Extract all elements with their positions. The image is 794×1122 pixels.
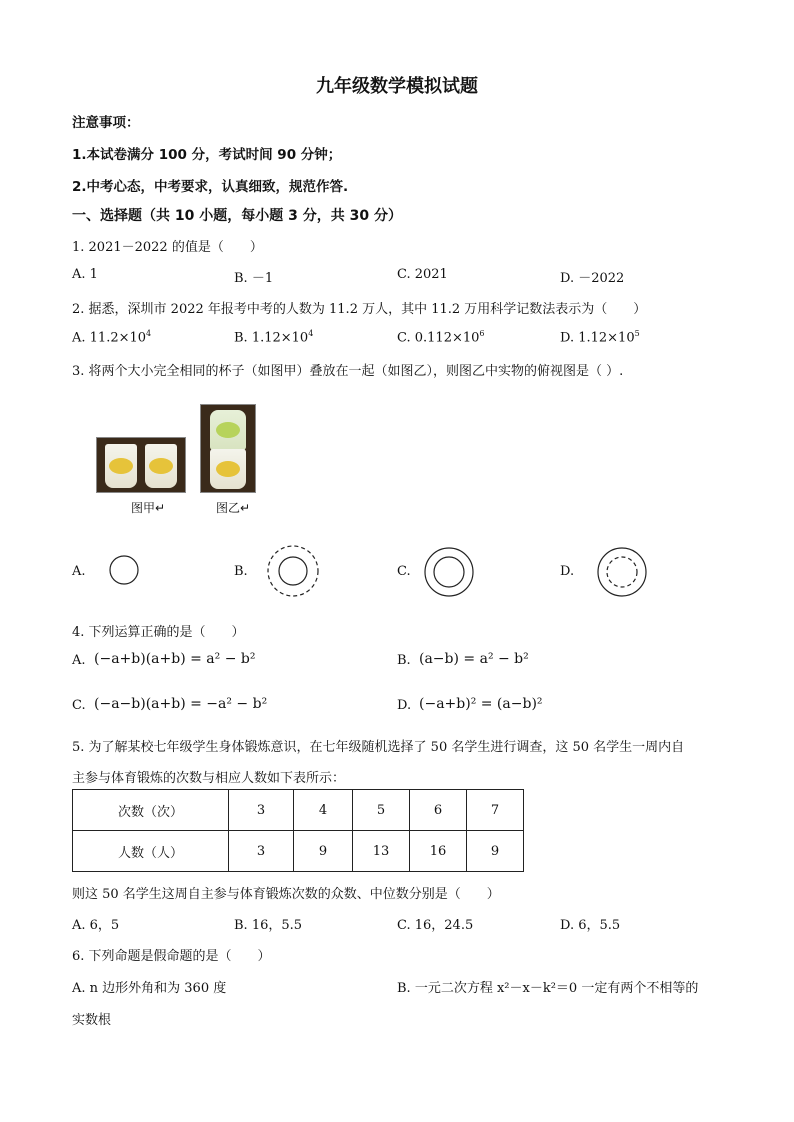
q5-option-a: A. 6，5 [72,918,120,933]
q6-option-b: B. 一元二次方程 x²－x－k²＝0 一定有两个不相等的 [397,981,699,996]
dashed-outer-circle-icon [268,546,318,596]
table-cell: 7 [467,790,524,831]
table-header-cell: 次数（次） [73,790,229,831]
q3-option-b-figure [265,543,321,599]
q1-option-a: A. 1 [72,267,98,282]
table-cell: 4 [294,790,353,831]
q3-option-c-label: C. [397,564,411,579]
q4-option-c-label: C. [72,698,86,713]
q3-option-c-figure [423,546,475,598]
cup-bottom [210,449,246,489]
q5-option-b: B. 16，5.5 [234,918,303,933]
q3-option-a-figure [106,552,142,588]
q6-option-b-continued: 实数根 [72,1013,112,1028]
figure-jia-caption: 图甲↵ [131,501,166,515]
figure-yi-photo [200,404,256,493]
q4-stem: 4. 下列运算正确的是（ ） [72,625,245,640]
dashed-inner-circle-icon [607,557,637,587]
cup-label-icon [109,458,133,474]
q3-option-d-figure [596,546,648,598]
q4-option-a-label: A. [72,653,86,668]
q4-option-d-label: D. [397,698,412,713]
solid-inner-circle-icon [434,557,464,587]
table-row-people [73,831,524,872]
solid-inner-circle-icon [279,557,307,585]
cup-label-icon [216,461,240,477]
q1-option-d: D. －2022 [560,271,625,286]
q5-stem-line-2: 主参与体育锻炼的次数与相应人数如下表所示： [72,771,346,786]
table-cell: 3 [229,831,294,872]
table-cell: 13 [353,831,410,872]
solid-outer-circle-icon [598,548,646,596]
q4-option-a-expr: (−a+b)(a+b) = a² − b² [94,651,256,667]
cup-top-inverted [210,410,246,450]
table-row-times [73,790,524,831]
q4-option-b-label: B. [397,653,411,668]
solid-circle-icon [110,556,138,584]
cup-left [105,444,137,488]
q6-stem: 6. 下列命题是假命题的是（ ） [72,949,271,964]
q4-option-b-expr: (a−b) = a² − b² [419,651,529,667]
table-header-cell: 人数（人） [73,831,229,872]
q2-option-c: C. $0.112\times 10^6$ [397,329,485,346]
table-cell: 9 [467,831,524,872]
figure-jia-photo [96,437,186,493]
q1-option-c: C. 2021 [397,267,448,282]
q3-option-a-label: A. [72,564,86,579]
solid-outer-circle-icon [425,548,473,596]
section-heading: 一、选择题（共 10 小题，每小题 3 分，共 30 分） [72,208,402,224]
q6-option-a: A. n 边形外角和为 360 度 [72,981,227,996]
page-title: 九年级数学模拟试题 [316,76,478,97]
q4-option-c-expr: (−a−b)(a+b) = −a² − b² [94,696,268,712]
q3-stem: 3. 将两个大小完全相同的杯子（如图甲）叠放在一起（如图乙），则图乙中实物的俯视图是（ ）. [72,364,624,379]
frequency-table [72,789,524,872]
table-cell: 3 [229,790,294,831]
notes-line-2: 2.中考心态，中考要求，认真细致，规范作答. [72,179,349,195]
cup-right [145,444,177,488]
q2-option-a: A. $11.2\times 10^4$ [72,329,152,346]
q1-option-b: B. －1 [234,271,274,286]
q5-stem-line-1: 5. 为了解某校七年级学生身体锻炼意识，在七年级随机选择了 50 名学生进行调查，这 50 名学生一周内自 [72,740,685,755]
table-cell: 6 [410,790,467,831]
q3-option-b-label: B. [234,564,248,579]
cup-label-icon [216,422,240,438]
q5-option-c: C. 16，24.5 [397,918,474,933]
figure-yi-caption: 图乙↵ [216,501,251,515]
q1-stem: 1. 2021－2022 的值是（ ） [72,240,263,255]
notes-heading: 注意事项： [72,115,140,131]
q4-option-d-expr: (−a+b)² = (a−b)² [419,696,543,712]
table-cell: 16 [410,831,467,872]
notes-line-1: 1.本试卷满分 100 分，考试时间 90 分钟； [72,147,342,163]
q5-question: 则这 50 名学生这周自主参与体育锻炼次数的众数、中位数分别是（ ） [72,887,500,902]
table-cell: 9 [294,831,353,872]
table-cell: 5 [353,790,410,831]
q2-option-d: D. $1.12\times 10^5$ [560,329,640,346]
q5-option-d: D. 6，5.5 [560,918,621,933]
q2-stem: 2. 据悉，深圳市 2022 年报考中考的人数为 11.2 万人，其中 11.2 万用科学记数法表示为（ ） [72,302,647,317]
cup-label-icon [149,458,173,474]
q2-option-b: B. $1.12\times 10^4$ [234,329,314,346]
q3-option-d-label: D. [560,564,575,579]
